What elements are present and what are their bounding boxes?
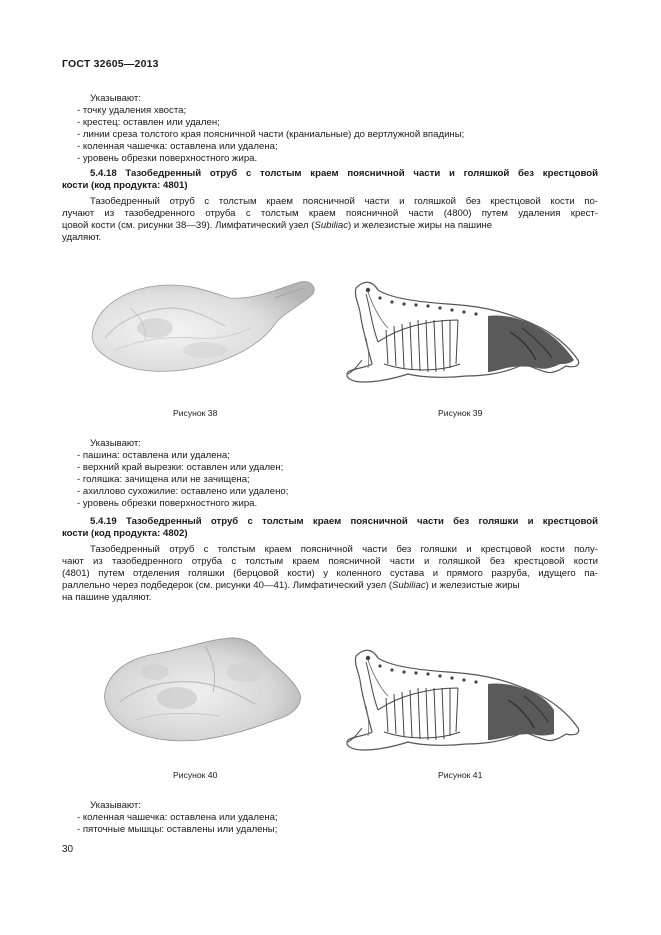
figure-38-image — [85, 268, 325, 383]
list-item: - ахиллово сухожилие: оставлено или удалено; — [77, 486, 289, 497]
paragraph-line: чают из тазобедренного отруба с толстым краем поясничной части и голяшкой без крестцовой кости — [62, 556, 598, 567]
section-heading-cont: кости (код продукта: 4801) — [62, 180, 188, 191]
paragraph-line: Тазобедренный отруб с толстым краем поясничной части и голяшкой без крестцовой кости по- — [90, 196, 598, 207]
figure-39-diagram — [338, 268, 588, 390]
paragraph-text: ) и железистые жиры — [425, 580, 520, 591]
list-item: - уровень обрезки поверхностного жира. — [77, 153, 258, 164]
figure-38-caption: Рисунок 38 — [173, 408, 218, 418]
paragraph-text: ) и железистые жиры на пашине — [348, 220, 493, 231]
figure-41-diagram — [338, 636, 588, 758]
list-item: - пашина: оставлена или удалена; — [77, 450, 230, 461]
paragraph-line: Тазобедренный отруб с толстым краем поясничной части без голяшки и крестцовой кости полу- — [90, 544, 598, 555]
instruction-intro: Указывают: — [90, 800, 141, 811]
document-header: ГОСТ 32605—2013 — [62, 58, 159, 70]
paragraph-line — [62, 580, 598, 592]
latin-term: Subiliac — [314, 220, 349, 231]
list-item: - линии среза толстого края поясничной части (краниальные) до вертлужной впадины; — [77, 129, 465, 140]
list-item: - пяточные мышцы: оставлены или удалены; — [77, 824, 278, 835]
section-heading-cont: кости (код продукта: 4802) — [62, 528, 188, 539]
figure-40-caption: Рисунок 40 — [173, 770, 218, 780]
instruction-intro: Указывают: — [90, 438, 141, 449]
page-number: 30 — [62, 844, 74, 855]
latin-term: Subiliac — [392, 580, 426, 591]
instruction-intro: Указывают: — [90, 93, 141, 104]
paragraph-line — [62, 220, 598, 232]
list-item: - коленная чашечка: оставлена или удалена; — [77, 812, 278, 823]
paragraph-line: (4801) путем отделения голяшки (берцовой кости) у коленного сустава и прямого разруба, идущего па- — [62, 568, 598, 579]
list-item: - точку удаления хвоста; — [77, 105, 187, 116]
paragraph-line: лучают из тазобедренного отруба с толстым краем поясничной части (4800) путем удаления крест- — [62, 208, 598, 219]
figure-39-caption: Рисунок 39 — [438, 408, 483, 418]
figure-41-caption: Рисунок 41 — [438, 770, 483, 780]
list-item: - верхний край вырезки: оставлен или удален; — [77, 462, 284, 473]
list-item: - крестец: оставлен или удален; — [77, 117, 220, 128]
section-heading: 5.4.19 Тазобедренный отруб с толстым краем поясничной части без голяшки и крестцовой — [90, 516, 598, 527]
list-item: - голяшка: зачищена или не зачищена; — [77, 474, 250, 485]
list-item: - коленная чашечка: оставлена или удалена; — [77, 141, 278, 152]
paragraph-line: на пашине удаляют. — [62, 592, 152, 603]
section-heading: 5.4.18 Тазобедренный отруб с толстым краем поясничной части и голяшкой без крестцовой — [90, 168, 598, 179]
paragraph-line: удаляют. — [62, 232, 102, 243]
list-item: - уровень обрезки поверхностного жира. — [77, 498, 258, 509]
paragraph-text: цовой кости (см. рисунки 38—39). Лимфатический узел ( — [62, 220, 315, 231]
figure-40-image — [95, 632, 310, 747]
paragraph-text: раллельно через подбедерок (см. рисунки 40—41). Лимфатический узел ( — [62, 580, 393, 591]
